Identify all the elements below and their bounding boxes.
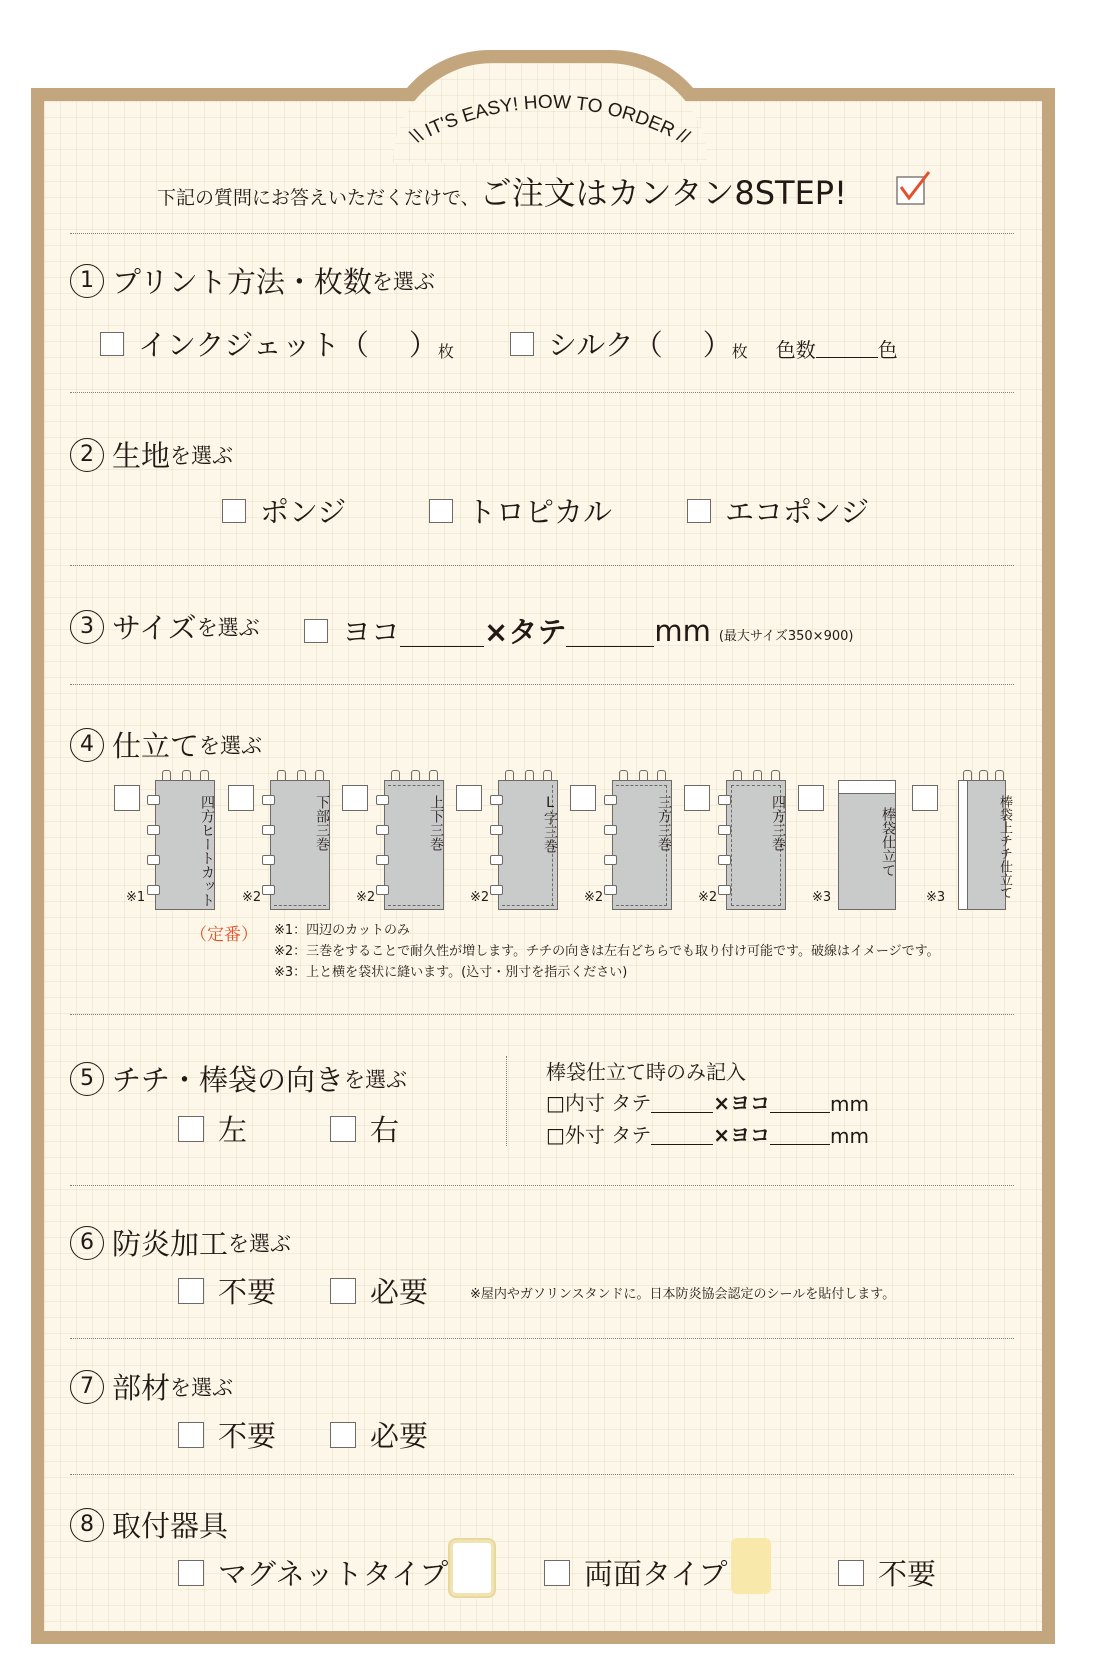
direction-label: 右 <box>370 1113 400 1147</box>
mount-label: 両面タイプ <box>584 1557 728 1591</box>
flag-label: 棒袋上チチ仕立て <box>997 795 1012 899</box>
size-unit: mm <box>654 613 711 648</box>
flag-note: ※2 <box>698 890 718 905</box>
step-3-heading <box>70 606 260 647</box>
inner-unit: mm <box>830 1092 869 1116</box>
flag-pole-sleeve-chichi <box>958 780 1012 910</box>
step-8-heading <box>70 1504 228 1545</box>
inner-yoko-label: ×ヨコ <box>713 1091 771 1115</box>
step-4-heading <box>70 724 262 765</box>
fabric-label: エコポンジ <box>725 495 870 529</box>
flag-note: ※3 <box>926 890 946 905</box>
step-5-heading <box>70 1058 407 1099</box>
intro-line <box>157 168 847 214</box>
size-option[interactable] <box>304 610 853 651</box>
flag-top-bottom-hem <box>384 780 444 910</box>
direction-checkbox[interactable] <box>330 1116 356 1142</box>
step-suffix: を選ぶ <box>371 269 435 294</box>
inkjet-label: インクジェット（ <box>138 328 369 362</box>
flameproof-label: 必要 <box>370 1275 429 1309</box>
flag-ring <box>429 770 438 781</box>
magnet-type-image <box>450 1540 494 1596</box>
finish-checkbox[interactable] <box>570 785 596 811</box>
outer-label: □外寸 タテ <box>546 1123 652 1147</box>
outer-size-row[interactable] <box>546 1119 869 1148</box>
inner-yoko-field[interactable] <box>770 1111 830 1113</box>
size-checkbox[interactable] <box>304 619 328 643</box>
step-number: 1 <box>70 264 104 298</box>
divider <box>70 392 1014 393</box>
silk-unit: 枚 <box>731 342 748 361</box>
flag-ring <box>297 770 306 781</box>
divider <box>70 565 1014 566</box>
step-suffix: を選ぶ <box>170 443 234 468</box>
fabric-option-tropical[interactable] <box>429 490 612 531</box>
divider <box>70 1474 1014 1475</box>
inkjet-option[interactable] <box>100 323 454 364</box>
flag-tab <box>490 885 503 895</box>
flag-label: 三方三巻 <box>656 795 672 851</box>
flag-pole-sleeve <box>838 780 896 910</box>
step-2-heading <box>70 434 233 475</box>
parts-checkbox[interactable] <box>330 1422 356 1448</box>
fabric-checkbox[interactable] <box>222 499 246 523</box>
mount-label: マグネットタイプ <box>218 1557 449 1591</box>
flag-ring <box>733 770 742 781</box>
flag-bottom-hem <box>270 780 330 910</box>
fabric-option-eco-ponji[interactable] <box>687 490 869 531</box>
flag-hem-line <box>502 905 554 906</box>
flag-label: 上下三巻 <box>428 795 444 851</box>
flag-tab <box>262 885 275 895</box>
finish-checkbox[interactable] <box>912 785 938 811</box>
finish-note-3: ※3：上と横を袋状に縫います。(込寸・別寸を指示ください) <box>274 965 628 980</box>
silk-checkbox[interactable] <box>510 332 534 356</box>
flag-ring <box>391 770 400 781</box>
size-max-note: (最大サイズ350×900) <box>718 629 854 644</box>
step-suffix: を選ぶ <box>170 1375 234 1400</box>
flag-ring <box>162 770 171 781</box>
flameproof-note: ※屋内やガソリンスタンドに。日本防炎協会認定のシールを貼付します。 <box>470 1287 896 1302</box>
intro-check-icon <box>896 170 928 202</box>
flag-ring <box>182 770 191 781</box>
step-number: 3 <box>70 610 104 644</box>
step-1-heading <box>70 260 435 301</box>
finish-checkbox[interactable] <box>228 785 254 811</box>
color-count-field[interactable] <box>816 356 878 358</box>
step-7-heading <box>70 1366 233 1407</box>
flag-tab <box>376 855 389 865</box>
parts-option-yes[interactable] <box>330 1414 428 1455</box>
flag-ring <box>315 770 324 781</box>
flag-label: 下部三巻 <box>314 795 330 851</box>
fabric-option-ponji[interactable] <box>222 490 346 531</box>
outer-yoko-label: ×ヨコ <box>713 1123 771 1147</box>
finish-checkbox[interactable] <box>684 785 710 811</box>
flameproof-checkbox[interactable] <box>330 1278 356 1304</box>
step-6-heading <box>70 1222 291 1263</box>
flag-note: ※1 <box>126 890 146 905</box>
flag-note: ※2 <box>584 890 604 905</box>
flameproof-checkbox[interactable] <box>178 1278 204 1304</box>
step-title: 防炎加工 <box>112 1227 229 1261</box>
arc-title <box>395 76 705 146</box>
divider <box>70 684 1014 685</box>
flameproof-label: 不要 <box>218 1275 277 1309</box>
fabric-label: トロピカル <box>467 495 613 529</box>
flag-heat-cut <box>155 780 215 910</box>
outer-unit: mm <box>830 1124 869 1148</box>
divider <box>70 1185 1014 1186</box>
step-title: チチ・棒袋の向き <box>112 1063 345 1097</box>
flag-ring <box>543 770 552 781</box>
flag-note: ※2 <box>470 890 490 905</box>
fabric-label: ポンジ <box>260 495 347 529</box>
parts-label: 必要 <box>370 1419 429 1453</box>
mount-checkbox[interactable] <box>838 1560 864 1586</box>
flag-note: ※2 <box>356 890 376 905</box>
step-number: 8 <box>70 1508 104 1542</box>
step-number: 7 <box>70 1370 104 1404</box>
step-suffix: を選ぶ <box>228 1231 292 1256</box>
intro-big: ご注文はカンタン8STEP! <box>479 174 847 212</box>
flag-ring <box>200 770 209 781</box>
inner-label: □内寸 タテ <box>546 1091 652 1115</box>
color-count-label: 色数 <box>775 338 816 362</box>
flag-ring <box>619 770 628 781</box>
step-suffix: を選ぶ <box>196 615 260 640</box>
size-yoko-field[interactable] <box>400 645 484 647</box>
inkjet-close: ） <box>408 328 438 362</box>
silk-close: ） <box>702 328 732 362</box>
flag-tab <box>262 855 275 865</box>
parts-checkbox[interactable] <box>178 1422 204 1448</box>
flag-note: ※2 <box>242 890 262 905</box>
flag-ring <box>771 770 780 781</box>
step-title: 仕立て <box>112 729 200 763</box>
mount-checkbox[interactable] <box>178 1560 204 1586</box>
flag-tab <box>718 885 731 895</box>
pole-title: 棒袋仕立て時のみ記入 <box>546 1060 746 1084</box>
fabric-checkbox[interactable] <box>687 499 711 523</box>
size-tate-label: ×タテ <box>484 615 567 649</box>
flag-tab <box>490 855 503 865</box>
parts-label: 不要 <box>218 1419 277 1453</box>
pole-divider <box>506 1056 507 1146</box>
flag-sleeve-top <box>839 781 895 794</box>
outer-yoko-field[interactable] <box>770 1143 830 1145</box>
step-title: 部材 <box>112 1371 171 1405</box>
size-yoko-label: ヨコ <box>342 615 401 649</box>
direction-option-right[interactable] <box>330 1108 399 1149</box>
step-number: 2 <box>70 438 104 472</box>
flameproof-option-no[interactable] <box>178 1270 276 1311</box>
step-suffix: を選ぶ <box>344 1067 408 1092</box>
flag-ring <box>979 770 988 781</box>
inkjet-unit: 枚 <box>437 342 454 361</box>
flag-three-side-hem <box>612 780 672 910</box>
flag-hem-line <box>388 785 440 786</box>
flag-ring <box>277 770 286 781</box>
flag-four-side-hem <box>726 780 786 910</box>
step-title: サイズ <box>112 611 197 645</box>
mount-option-double[interactable] <box>544 1552 728 1593</box>
finish-checkbox[interactable] <box>456 785 482 811</box>
flag-l-hem <box>498 780 558 910</box>
size-tate-field[interactable] <box>566 645 654 647</box>
flag-ring <box>505 770 514 781</box>
flag-note: ※3 <box>812 890 832 905</box>
divider <box>70 1338 1014 1339</box>
direction-checkbox[interactable] <box>178 1116 204 1142</box>
flag-ring <box>753 770 762 781</box>
finish-checkbox[interactable] <box>798 785 824 811</box>
step-title: 生地 <box>112 439 171 473</box>
step-suffix: を選ぶ <box>199 733 263 758</box>
divider <box>70 1014 1014 1015</box>
fabric-checkbox[interactable] <box>429 499 453 523</box>
double-type-image <box>731 1538 771 1594</box>
mount-option-none[interactable] <box>838 1552 936 1593</box>
flag-tab <box>718 855 731 865</box>
step-title: 取付器具 <box>112 1509 229 1543</box>
flag-label: 四方三巻 <box>770 795 786 851</box>
flag-label: 四方ヒートカット <box>199 795 215 907</box>
inkjet-checkbox[interactable] <box>100 332 124 356</box>
flag-tab <box>376 885 389 895</box>
silk-label: シルク（ <box>548 328 663 362</box>
flag-hem-line <box>388 905 440 906</box>
parts-option-no[interactable] <box>178 1414 276 1455</box>
flag-hem-line <box>274 905 326 906</box>
flag-ring <box>525 770 534 781</box>
flag-label: 棒袋仕立て <box>880 807 896 877</box>
divider <box>70 233 1014 234</box>
mount-checkbox[interactable] <box>544 1560 570 1586</box>
direction-label: 左 <box>218 1113 248 1147</box>
finish-checkbox[interactable] <box>342 785 368 811</box>
flag-ring <box>995 770 1004 781</box>
flag-ring <box>639 770 648 781</box>
inner-size-row[interactable] <box>546 1087 869 1116</box>
intro-small: 下記の質問にお答えいただくだけで、 <box>157 187 480 209</box>
flag-ring <box>657 770 666 781</box>
direction-option-left[interactable] <box>178 1108 247 1149</box>
step-title: プリント方法・枚数 <box>112 265 372 299</box>
finish-note-1: ※1：四辺のカットのみ <box>274 923 411 938</box>
finish-checkbox[interactable] <box>114 785 140 811</box>
inner-tate-field[interactable] <box>651 1111 713 1113</box>
flameproof-option-yes[interactable] <box>330 1270 428 1311</box>
mount-option-magnet[interactable] <box>178 1552 448 1593</box>
standard-badge: （定番） <box>190 925 258 945</box>
step-number: 4 <box>70 728 104 762</box>
flag-ring <box>411 770 420 781</box>
finish-note-2: ※2：三巻をすることで耐久性が増します。チチの向きは左右どちらでも取り付け可能です。破線はイメージです。 <box>274 944 940 959</box>
mount-label: 不要 <box>878 1557 937 1591</box>
outer-tate-field[interactable] <box>651 1143 713 1145</box>
color-unit: 色 <box>877 338 898 362</box>
step-number: 6 <box>70 1226 104 1260</box>
flag-label: L字三巻 <box>542 795 558 853</box>
step-number: 5 <box>70 1062 104 1096</box>
silk-option[interactable] <box>510 323 898 364</box>
flag-ring <box>963 770 972 781</box>
svg-text:\\ IT'S EASY! HOW TO ORDER //: \\ IT'S EASY! HOW TO ORDER // <box>407 91 693 146</box>
